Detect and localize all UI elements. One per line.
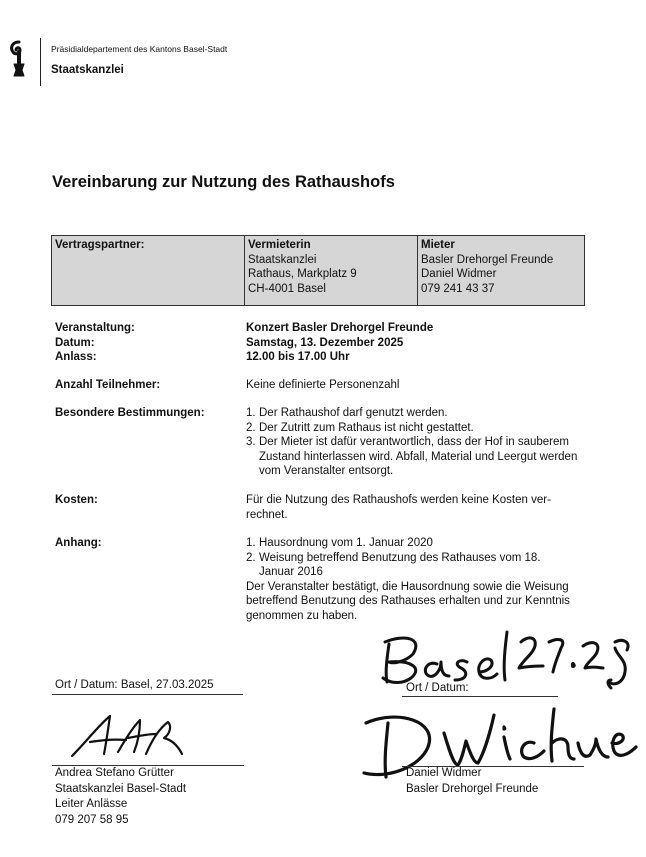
tenant-line: 079 241 43 37 bbox=[421, 282, 495, 295]
annex-list bbox=[246, 536, 586, 623]
participants-value: Keine definierte Personenzahl bbox=[246, 379, 400, 391]
annex-label: Anhang: bbox=[55, 537, 102, 549]
list-number: 2. bbox=[246, 551, 256, 564]
letterhead-divider bbox=[40, 38, 41, 86]
right-signature bbox=[358, 703, 640, 783]
list-text: Weisung betreffend Benutzung des Rathauses vom 18. Januar 2016 bbox=[259, 551, 541, 578]
right-signer-org: Basler Drehorgel Freunde bbox=[406, 782, 539, 795]
basel-crozier-logo bbox=[8, 40, 30, 78]
landlord-line: Rathaus, Markplatz 9 bbox=[248, 268, 357, 280]
left-signer-org: Staatskanzlei Basel-Stadt bbox=[55, 782, 187, 795]
list-text: Der Mieter ist dafür verantwortlich, dass der Hof in sauberem Zustand hinterlassen wird. Abfall, Material und Leergut werden vom Veranstalter entsorgt. bbox=[259, 436, 578, 477]
event-value: Konzert Basler Drehorgel Freunde bbox=[246, 322, 434, 334]
list-item bbox=[246, 421, 586, 436]
special-terms-label: Besondere Bestimmungen: bbox=[55, 407, 205, 419]
right-signer-name: Daniel Widmer bbox=[406, 767, 482, 779]
tenant-heading: Mieter bbox=[421, 239, 455, 251]
annex-confirmation: Der Veranstalter bestätigt, die Hausordnung sowie die Weisung betreffend Benutzung des Rathauses erhalten und zur Kenntnis genommen zu haben. bbox=[246, 580, 570, 622]
date-value: Samstag, 13. Dezember 2025 bbox=[246, 336, 404, 349]
special-terms-list bbox=[246, 406, 586, 479]
right-place-date-label: Ort / Datum: bbox=[406, 682, 469, 694]
parties-label-cell bbox=[52, 236, 244, 305]
list-item bbox=[246, 406, 586, 421]
left-place-date: Ort / Datum: Basel, 27.03.2025 bbox=[55, 679, 214, 691]
right-place-date-line bbox=[402, 696, 558, 697]
list-number: 2. bbox=[246, 421, 256, 434]
date-label: Datum: bbox=[55, 336, 95, 349]
left-signature bbox=[68, 712, 186, 762]
list-item bbox=[246, 435, 586, 479]
occasion-label: Anlass: bbox=[55, 351, 97, 363]
left-signer-role: Leiter Anlässe bbox=[55, 798, 128, 810]
tenant-cell bbox=[417, 236, 585, 305]
tenant-line: Basler Drehorgel Freunde bbox=[421, 253, 554, 266]
participants-label: Anzahl Teilnehmer: bbox=[55, 379, 161, 391]
list-text: Hausordnung vom 1. Januar 2020 bbox=[259, 537, 433, 549]
left-signer-name: Andrea Stefano Grütter bbox=[55, 767, 174, 779]
costs-label: Kosten: bbox=[55, 494, 98, 506]
landlord-heading: Vermieterin bbox=[248, 239, 311, 251]
list-item bbox=[246, 536, 586, 551]
landlord-cell bbox=[244, 236, 417, 305]
list-text: Der Rathaushof darf genutzt werden. bbox=[259, 407, 448, 419]
landlord-line: CH-4001 Basel bbox=[248, 282, 326, 295]
time-value: 12.00 bis 17.00 Uhr bbox=[246, 351, 350, 363]
list-text: Der Zutritt zum Rathaus ist nicht gestattet. bbox=[259, 421, 474, 434]
parties-table bbox=[51, 235, 585, 306]
landlord-line: Staatskanzlei bbox=[248, 253, 317, 266]
list-item bbox=[246, 551, 559, 580]
office-name: Staatskanzlei bbox=[51, 64, 124, 76]
costs-value: Für die Nutzung des Rathaushofs werden keine Kosten ver-rechnet. bbox=[246, 494, 551, 521]
left-place-date-line bbox=[52, 694, 243, 695]
list-number: 1. bbox=[246, 537, 256, 549]
list-number: 1. bbox=[246, 407, 256, 419]
document-title: Vereinbarung zur Nutzung des Rathaushofs bbox=[52, 173, 395, 191]
event-label: Veranstaltung: bbox=[55, 322, 135, 334]
tenant-line: Daniel Widmer bbox=[421, 268, 497, 280]
list-number: 3. bbox=[246, 436, 256, 448]
parties-label: Vertragspartner: bbox=[55, 239, 145, 251]
department-name: Präsidialdepartement des Kantons Basel-Stadt bbox=[51, 44, 228, 54]
left-signer-phone: 079 207 58 95 bbox=[55, 813, 129, 826]
